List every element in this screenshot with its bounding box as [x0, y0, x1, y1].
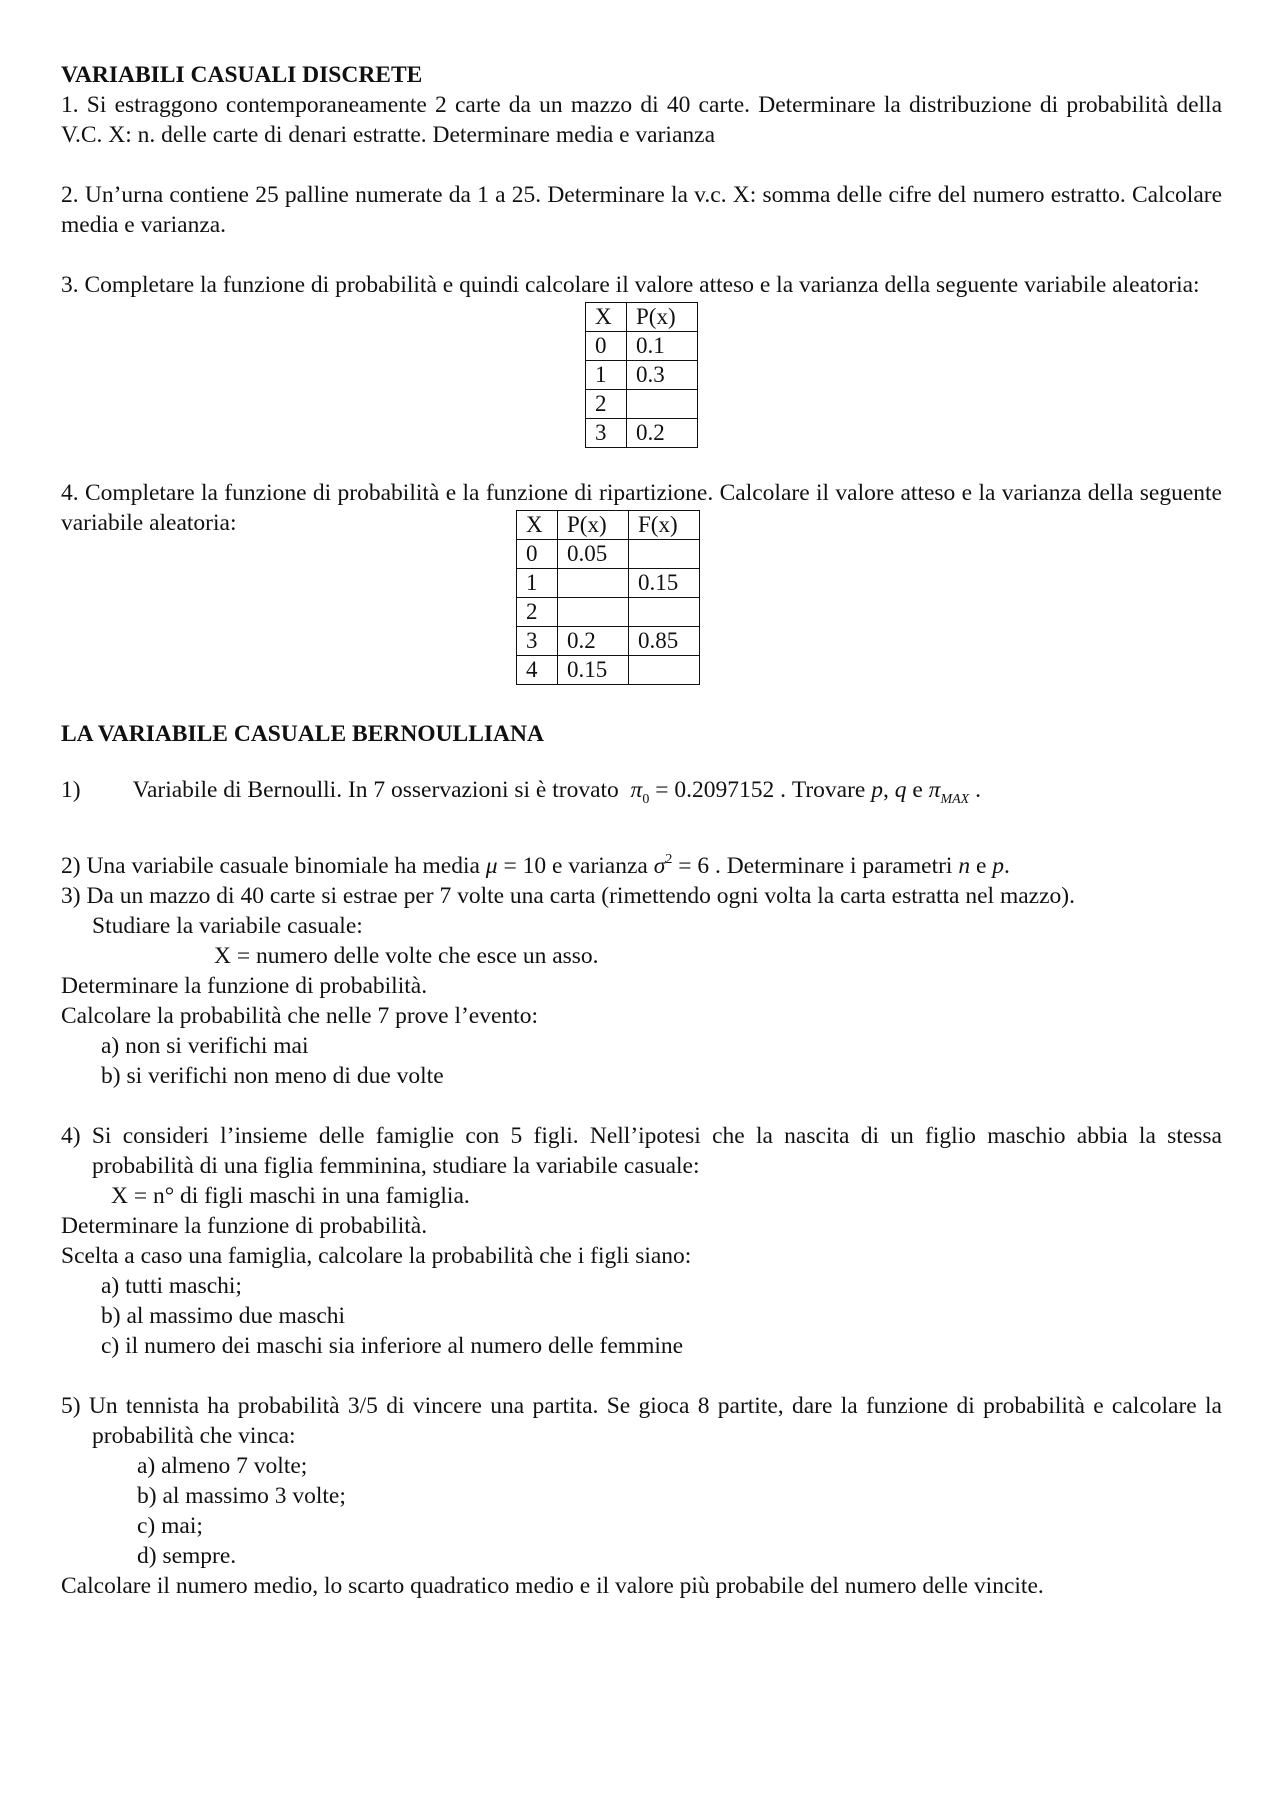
table-cell: 3: [586, 419, 627, 448]
table-cell: 0.2: [627, 419, 698, 448]
bernoulli-exercise-4-line2: X = n° di figli maschi in una famiglia.: [111, 1183, 470, 1209]
table-cell: [558, 569, 629, 598]
bernoulli-exercise-3-line5: Calcolare la probabilità che nelle 7 prove l’evento:: [61, 1003, 538, 1029]
table-header-row: [517, 511, 700, 540]
exercise-3: 3. Completare la funzione di probabilità e quindi calcolare il valore atteso e la varianza della seguente variabile aleatoria:: [61, 272, 1200, 298]
table-row: [586, 390, 698, 419]
table-cell: 0.2: [558, 627, 629, 656]
var-p: p: [871, 777, 883, 803]
table-cell: 0.3: [627, 361, 698, 390]
table-cell: 2: [517, 598, 558, 627]
end-punct: .: [969, 777, 981, 803]
var-q: q: [894, 777, 907, 803]
table-cell: 0: [517, 540, 558, 569]
bernoulli-exercise-3-line2: Studiare la variabile casuale:: [92, 913, 363, 939]
table-cell: 3: [517, 627, 558, 656]
exercise-text: 2) Una variabile casuale binomiale ha media: [61, 853, 486, 879]
table-row: [586, 419, 698, 448]
exercise-1: 1. Si estraggono contemporaneamente 2 carte da un mazzo di 40 carte. Determinare la distribuzione di probabilità della V.C. X: n. delle carte di denari estratte. Determinare media e varianza: [61, 92, 1222, 148]
table-row: [517, 569, 700, 598]
bernoulli-exercise-4-b: b) al massimo due maschi: [101, 1303, 346, 1329]
bernoulli-exercise-4-line3: Determinare la funzione di probabilità.: [61, 1213, 428, 1239]
equation-text: = 0.2097152 . Trovare: [649, 777, 872, 803]
table-cell: 0.1: [627, 332, 698, 361]
table-cell: [629, 540, 700, 569]
table-cell: [629, 656, 700, 685]
sigma-superscript: 2: [665, 852, 673, 867]
table-cell: 0.85: [629, 627, 700, 656]
table-header-row: [586, 303, 698, 332]
conjunction: e: [970, 853, 993, 879]
bernoulli-exercise-5-line1: 5) Un tennista ha probabilità 3/5 di vincere una partita. Se gioca 8 partite, dare la funzione di probabilità e calcolare la probabilità che vinca:: [61, 1393, 1222, 1449]
bernoulli-exercise-5-a: a) almeno 7 volte;: [137, 1453, 308, 1479]
exercise-text: Variabile di Bernoulli. In 7 osservazioni si è trovato: [132, 777, 619, 803]
bernoulli-exercise-4-line1: 4) Si consideri l’insieme delle famiglie con 5 figli. Nell’ipotesi che la nascita di un figlio maschio abbia la stessa probabilità di una figlia femminina, studiare la variabile casuale:: [61, 1123, 1222, 1179]
table-cell: 2: [586, 390, 627, 419]
bernoulli-exercise-3-b: b) si verifichi non meno di due volte: [101, 1063, 444, 1089]
table-cell: [629, 598, 700, 627]
bernoulli-exercise-4-c: c) il numero dei maschi sia inferiore al numero delle femmine: [101, 1333, 684, 1359]
table-header-cell: X: [586, 303, 627, 332]
table-cell: [558, 598, 629, 627]
separator: ,: [882, 777, 895, 803]
bernoulli-exercise-2: [61, 845, 1222, 881]
table-row: [517, 656, 700, 685]
probability-table-1: [585, 302, 698, 448]
table-row: [586, 332, 698, 361]
end-punct: .: [1004, 853, 1010, 879]
pi-symbol: π: [630, 777, 643, 803]
mu-symbol: μ: [485, 853, 498, 879]
exercise-2: 2. Un’urna contiene 25 palline numerate da 1 a 25. Determinare la v.c. X: somma delle cifre del numero estratto. Calcolare media e varianza.: [61, 182, 1222, 238]
conjunction: e: [906, 777, 929, 803]
pi-max-subscript: MAX: [940, 792, 970, 807]
table-row: [517, 540, 700, 569]
exercise-text: e varianza: [551, 853, 654, 879]
table-cell: 1: [586, 361, 627, 390]
table-row: [586, 361, 698, 390]
sigma-symbol: σ: [653, 853, 666, 879]
table-cell: 1: [517, 569, 558, 598]
table-cell: 0.15: [629, 569, 700, 598]
bernoulli-exercise-5-c: c) mai;: [137, 1513, 203, 1539]
table-cell: [627, 390, 698, 419]
section-title-discrete: VARIABILI CASUALI DISCRETE: [61, 62, 423, 88]
bernoulli-exercise-3-a: a) non si verifichi mai: [101, 1033, 309, 1059]
probability-table-2: [516, 510, 700, 685]
table-cell: 0: [586, 332, 627, 361]
table-row: [517, 598, 700, 627]
table-header-cell: F(x): [629, 511, 700, 540]
table-cell: 0.05: [558, 540, 629, 569]
var-p: p: [992, 853, 1005, 879]
sigma-value: = 6 . Determinare i parametri: [672, 853, 959, 879]
var-n: n: [958, 853, 971, 879]
bernoulli-exercise-3-line4: Determinare la funzione di probabilità.: [61, 973, 428, 999]
bernoulli-exercise-3-line1: 3) Da un mazzo di 40 carte si estrae per 7 volte una carta (rimettendo ogni volta la carta estratta nel mazzo).: [61, 883, 1075, 909]
table-header-cell: P(x): [558, 511, 629, 540]
section-title-bernoulli: LA VARIABILE CASUALE BERNOULLIANA: [61, 721, 544, 747]
table-header-cell: X: [517, 511, 558, 540]
bernoulli-exercise-4-a: a) tutti maschi;: [101, 1273, 242, 1299]
bernoulli-exercise-4-line4: Scelta a caso una famiglia, calcolare la probabilità che i figli siano:: [61, 1243, 692, 1269]
exercise-number: 1): [61, 777, 81, 803]
table-cell: 4: [517, 656, 558, 685]
table-row: [517, 627, 700, 656]
bernoulli-exercise-5-last: Calcolare il numero medio, lo scarto quadratico medio e il valore più probabile del numero delle vincite.: [61, 1573, 1044, 1599]
bernoulli-exercise-1: [61, 775, 1222, 815]
table-header-cell: P(x): [627, 303, 698, 332]
bernoulli-exercise-5-b: b) al massimo 3 volte;: [137, 1483, 346, 1509]
pi-subscript: 0: [642, 792, 650, 807]
exercise-4: 4. Completare la funzione di probabilità e la funzione di ripartizione. Calcolare il valore atteso e la varianza della seguente variabile aleatoria:: [61, 480, 1222, 536]
mu-value: = 10: [497, 853, 552, 879]
bernoulli-exercise-5-d: d) sempre.: [137, 1543, 237, 1569]
document-page: [61, 60, 1222, 1601]
bernoulli-exercise-3-line3: X = numero delle volte che esce un asso.: [214, 943, 599, 969]
table-cell: 0.15: [558, 656, 629, 685]
pi-max-symbol: π: [928, 777, 941, 803]
